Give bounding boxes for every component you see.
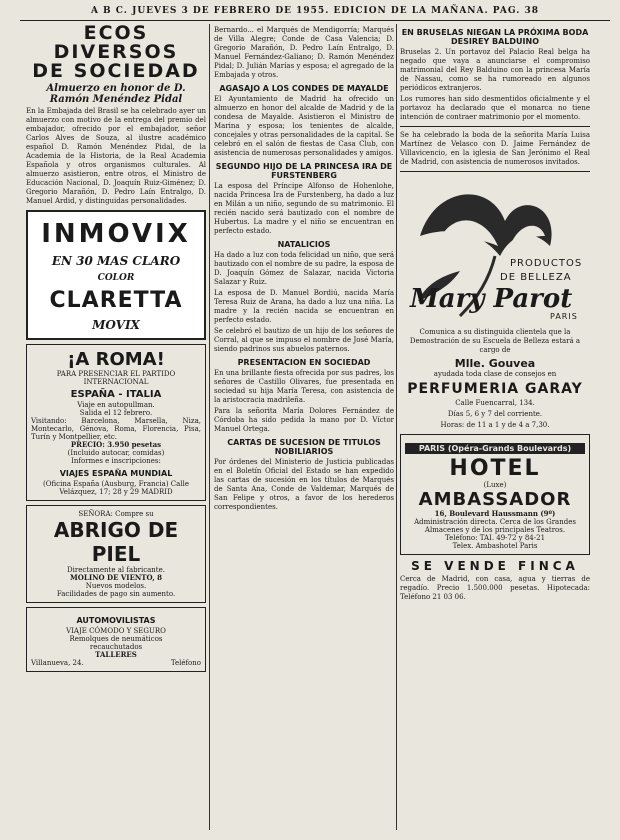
ad-line: Visitando: Barcelona, Marsella, Niza, Montecarlo, Génova, Roma, Florencia, Pisa, Turín y Montpellier, etc. — [31, 417, 201, 441]
ad-tag: MOVIX — [92, 317, 140, 332]
article-heading: CARTAS DE SUCESION DE TITULOS NOBILIARIOS — [227, 438, 381, 456]
column-middle — [214, 24, 394, 830]
ad-bar: PARIS (Opéra-Grands Boulevards) — [405, 443, 585, 454]
ad-line: Salida el 12 febrero. — [79, 409, 153, 417]
article-body: Para la señorita María Dolores Fernández de Córdoba ha sido pedida la mano por D. Víctor Manuel Ortega. — [214, 407, 394, 433]
ad-person: Mlle. Gouvea — [454, 357, 536, 370]
article-body: Bruselas 2. Un portavoz del Palacio Real belga ha negado que vaya a anunciarse el compromiso matrimonial del Rey Balduino con la princesa María de Nassau, como se ha rumoreado en algunos periódicos extranjeros. — [400, 48, 590, 92]
ad-phone: Teléfono — [170, 659, 201, 667]
ad-line: PARIS — [550, 312, 578, 321]
ad-line: Informes e inscripciones: — [71, 457, 161, 465]
article-body: Los rumores han sido desmentidos oficialmente y el portavoz ha declarado que el monarca no tiene intención de contraer matrimonio por el momento. — [400, 95, 590, 121]
ad-line: Facilidades de pago sin aumento. — [56, 590, 176, 598]
ad-line: recauchutados — [89, 643, 143, 651]
hotel-star: (Luxe) — [483, 481, 507, 489]
ad-line: PARA PRESENCIAR EL PARTIDO INTERNACIONAL — [56, 370, 176, 386]
ad-perfume-illustration — [400, 176, 590, 326]
ad-line: PRODUCTOS — [510, 258, 583, 269]
page-header: A B C. JUEVES 3 DE FEBRERO DE 1955. EDICION DE LA MAÑANA. PAG. 38 — [20, 6, 610, 21]
article-heading: NATALICIOS — [277, 240, 331, 249]
article-body: Se ha celebrado la boda de la señorita María Luisa Martínez de Velasco con D. Jaime Fernández de Villavicencio, en la iglesia de San Jerónimo el Real de Madrid, con asistencia de numerosos invitados. — [400, 131, 590, 166]
ad-days: Días 5, 6 y 7 del corriente. — [447, 410, 543, 418]
article-body: Por órdenes del Ministerio de Justicia publicadas en el Boletín Oficial del Estado se han expedido las cartas de sucesión en los títulos de Marqués de Santa Ana, Conde de Valdemar, Marqués de San Felipe y otros, a favor de los herederos correspondientes. — [214, 458, 394, 511]
article-body: Se celebró el bautizo de un hijo de los señores de Corral, al que se impuso el nombre de José María, siendo padrinos sus abuelos paternos. — [214, 327, 394, 353]
article-heading: SEGUNDO HIJO DE LA PRINCESA IRA DE FURSTENBERG — [215, 162, 393, 180]
ad-line: MOLINO DE VIENTO, 8 — [70, 573, 162, 582]
article-body: El Ayuntamiento de Madrid ha ofrecido un almuerzo en honor del alcalde de Madrid y de la condesa de Mayalde. Asistieron el Ministro de Marina y esposa; los tenientes de alcalde, concejales y otras personalidades de la capital. Se celebró en el salón de fiestas de Casa Club, con asistencia de numerosas personalidades y amigos. — [214, 95, 394, 157]
ad-agency: VIAJES ESPAÑA MUNDIAL — [59, 469, 173, 478]
ad-text: Comunica a su distinguida clientela que la Demostración de su Escuela de Belleza estará a cargo de — [409, 328, 581, 354]
hotel-phone: Teléfono: TAI. 49-72 y 84-21 — [444, 534, 546, 542]
column-divider — [396, 24, 397, 830]
hotel-text: Administración directa. Cerca de los Grandes Almacenes y de los principales Teatros. — [414, 518, 576, 534]
ad-line: Directamente al fabricante. — [67, 566, 165, 574]
article-body: Bernardo... el Marqués de Mendigorría; Marqués de Villa Alegre; Conde de Casa Valencia; D. Gregorio Marañón, D. Pedro Laín Entralgo, D. Manuel Fernández-Galiano; D. Ramón Menéndez Pidal; D. Julián Marías y esposa; el agregado de la Embajada y otros. — [214, 26, 394, 79]
ad-line: VIAJE CÓMODO Y SEGURO — [66, 627, 166, 635]
article-body: En la Embajada del Brasil se ha celebrado ayer un almuerzo con motivo de la entrega del premio del embajador, ofrecido por el embajador, señor Carlos Alves de Souza, al ilustre académico español D. Ramón Menéndez Pidal, de la Academia de la Historia, de la Real Academia Española y otros organismos culturales. Al almuerzo asistieron, entre otros, el Ministro de Educación Nacional, D. Joaquín Ruiz-Giménez; D. Gregorio Marañón, D. Pedro Laín Entralgo, D. Manuel Ardid, y distinguidas personalidades. — [26, 107, 206, 205]
hotel-name: AMBASSADOR — [418, 489, 572, 510]
article-body: La esposa del Príncipe Alfonso de Hohenlohe, nacida Princesa Ira de Furstenberg, ha dado a luz en Milán a un niño, segundo de su matrimonio. El recién nacido será bautizado con el nombre de Hubertus. La madre y el niño se encuentran en perfecto estado. — [214, 182, 394, 235]
ad-kicker: SEÑORA: Compre su — [78, 510, 154, 518]
ad-line: Nuevos modelos. — [85, 582, 147, 590]
ad-finca-text: Cerca de Madrid, con casa, agua y tierras de regadío. Precio 1.500.000 pesetas. Hipotecada: Teléfono 21 03 06. — [400, 575, 590, 601]
ad-line: ESPAÑA - ITALIA — [70, 389, 162, 400]
article-subtitle: Almuerzo en honor de D. Ramón Menéndez Pidal — [46, 83, 186, 105]
section-title: DE SOCIEDAD — [32, 60, 200, 82]
column-right — [400, 24, 590, 830]
ad-slogan: COLOR — [97, 272, 135, 283]
hotel-title: HOTEL — [449, 456, 541, 481]
ad-text: ayudada toda clase de consejos en — [433, 370, 557, 378]
divider — [400, 171, 590, 172]
ad-address: Villanueva, 24. — [31, 659, 84, 667]
ad-line: TALLERES — [95, 650, 137, 659]
ad-abrigo — [26, 505, 206, 603]
ad-line: PRECIO: 3.950 pesetas — [70, 440, 162, 449]
ad-finca-title: SE VENDE FINCA — [411, 559, 579, 573]
article-body: En una brillante fiesta ofrecida por sus padres, los señores de Castillo Olivares, fue presentada en sociedad su hija María Teresa, con asistencia de la aristocracia madrileña. — [214, 369, 394, 404]
ad-line: Remolques de neumáticos — [69, 635, 163, 643]
hotel-address: 16, Boulevard Haussmann (9º) — [434, 509, 556, 518]
article-body: Ha dado a luz con toda felicidad un niño, que será bautizado con el nombre de su padre, la esposa de D. Joaquín Gómez de Salazar, nacida Victoria Salazar y Ruiz. — [214, 251, 394, 286]
article-heading: EN BRUSELAS NIEGAN LA PRÓXIMA BODA DESIREY BALDUINO — [401, 28, 589, 46]
ad-inmovix — [26, 210, 206, 340]
ad-footer — [31, 659, 201, 667]
ad-title: AUTOMOVILISTAS — [76, 616, 156, 625]
ad-address: Calle Fuencarral, 134. — [455, 399, 535, 407]
ad-hours: Horas: de 11 a 1 y de 4 a 7,30. — [440, 421, 550, 429]
ad-title: ¡A ROMA! — [67, 349, 165, 370]
brand-signature: Mary Parot — [410, 284, 573, 314]
ad-title: ABRIGO DE PIEL — [53, 518, 179, 566]
ad-auto — [26, 607, 206, 672]
ad-hotel — [400, 434, 590, 555]
ad-line: (Oficina España (Ausburg, Francia) Calle Velázquez, 17; 28 y 29 MADRID — [43, 480, 189, 496]
ad-line: (Incluido autocar, comidas) — [67, 449, 165, 457]
hotel-telex: Telex. Ambashotel Paris — [452, 542, 538, 550]
ad-product: CLARETTA — [49, 287, 183, 313]
article-heading: PRESENTACION EN SOCIEDAD — [237, 358, 371, 367]
ad-line: Viaje en autopullman. — [77, 401, 155, 409]
section-title: ECOS DIVERSOS — [53, 24, 179, 63]
ad-line: DE BELLEZA — [500, 272, 572, 283]
column-left — [26, 24, 206, 830]
divider — [400, 126, 590, 127]
ad-roma — [26, 344, 206, 501]
ad-store: PERFUMERIA GARAY — [407, 381, 583, 397]
ad-brand: INMOVIX — [41, 218, 191, 249]
ad-slogan: EN 30 MAS CLARO — [51, 253, 181, 268]
article-heading: AGASAJO A LOS CONDES DE MAYALDE — [219, 84, 389, 93]
column-divider — [209, 24, 210, 830]
article-body: La esposa de D. Manuel Bordiú, nacida María Teresa Ruiz de Arana, ha dado a luz una niña. La madre y la recién nacida se encuentran en perfecto estado. — [214, 289, 394, 324]
